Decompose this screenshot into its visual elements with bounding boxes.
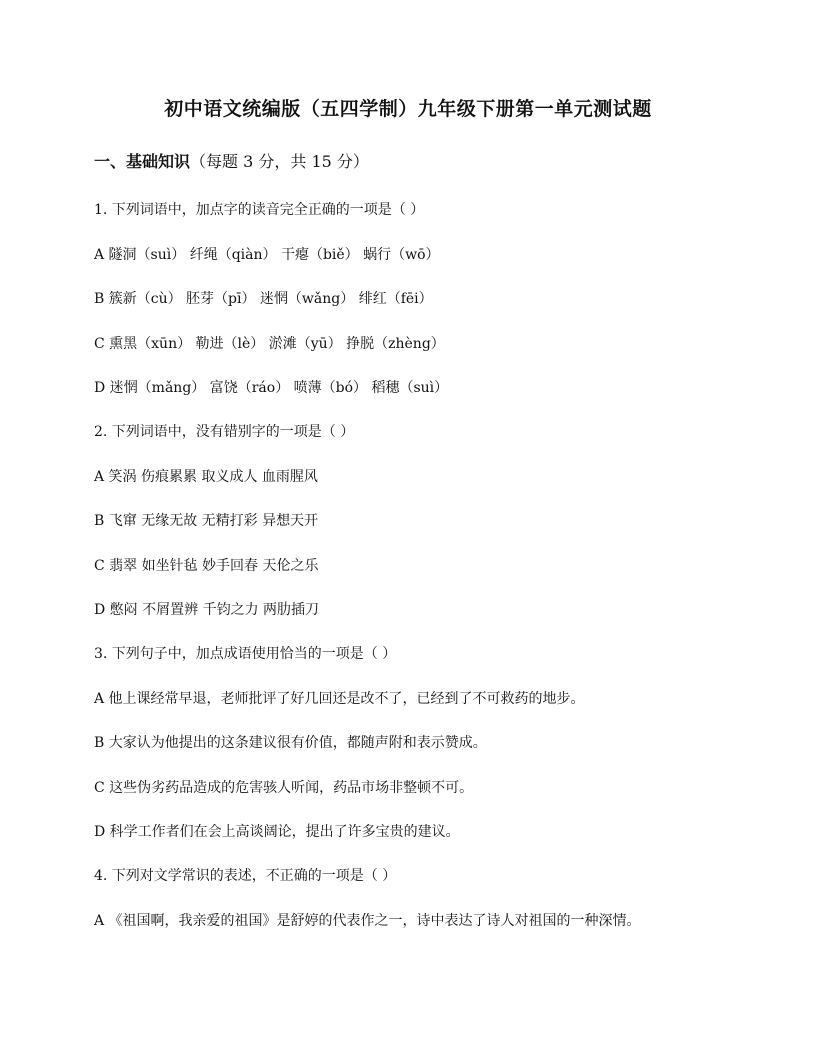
question-2-option-d: D 憋闷 不屑置辨 千钧之力 两肋插刀 (94, 602, 320, 618)
section-heading (94, 150, 369, 174)
question-3-stem: 3. 下列句子中，加点成语使用恰当的一项是（ ） (94, 646, 397, 662)
question-1-option-a: A 隧洞（suì） 纤绳（qiàn） 干瘪（biě） 蜗行（wō） (94, 247, 440, 263)
section-heading-label: 一、基础知识 (94, 152, 191, 171)
question-3-option-a: A 他上课经常早退，老师批评了好几回还是改不了，已经到了不可救药的地步。 (94, 691, 585, 707)
question-3-option-c: C 这些伪劣药品造成的危害骇人听闻，药品市场非整顿不可。 (94, 780, 474, 796)
question-2-option-a: A 笑涡 伤痕累累 取义成人 血雨腥风 (94, 469, 318, 485)
question-1-option-c: C 熏黑（xūn） 勒进（lè） 淤滩（yū） 挣脱（zhèng） (94, 336, 445, 352)
question-2-option-b: B 飞窜 无缘无故 无精打彩 异想天开 (94, 513, 319, 529)
question-2-option-c: C 翡翠 如坐针毡 妙手回春 天伦之乐 (94, 558, 319, 574)
question-1-option-d: D 迷惘（mǎng） 富饶（ráo） 喷薄（bó） 稻穗（suì） (94, 380, 449, 396)
question-4-option-a: A 《祖国啊，我亲爱的祖国》是舒婷的代表作之一，诗中表达了诗人对祖国的一种深情。 (94, 913, 641, 929)
question-3-option-b: B 大家认为他提出的这条建议很有价值，都随声附和表示赞成。 (94, 735, 487, 751)
question-3-option-d: D 科学工作者们在会上高谈阔论，提出了许多宝贵的建议。 (94, 824, 460, 840)
question-4-stem: 4. 下列对文学常识的表述，不正确的一项是（ ） (94, 868, 397, 884)
section-heading-note: （每题 3 分，共 15 分） (190, 152, 369, 171)
question-1-stem: 1. 下列词语中，加点字的读音完全正确的一项是（ ） (94, 202, 425, 218)
question-1-option-b: B 簇新（cù） 胚芽（pī） 迷惘（wǎng） 绯红（fēi） (94, 291, 433, 307)
page-title: 初中语文统编版（五四学制）九年级下册第一单元测试题 (164, 98, 652, 120)
question-2-stem: 2. 下列词语中，没有错别字的一项是（ ） (94, 424, 355, 440)
